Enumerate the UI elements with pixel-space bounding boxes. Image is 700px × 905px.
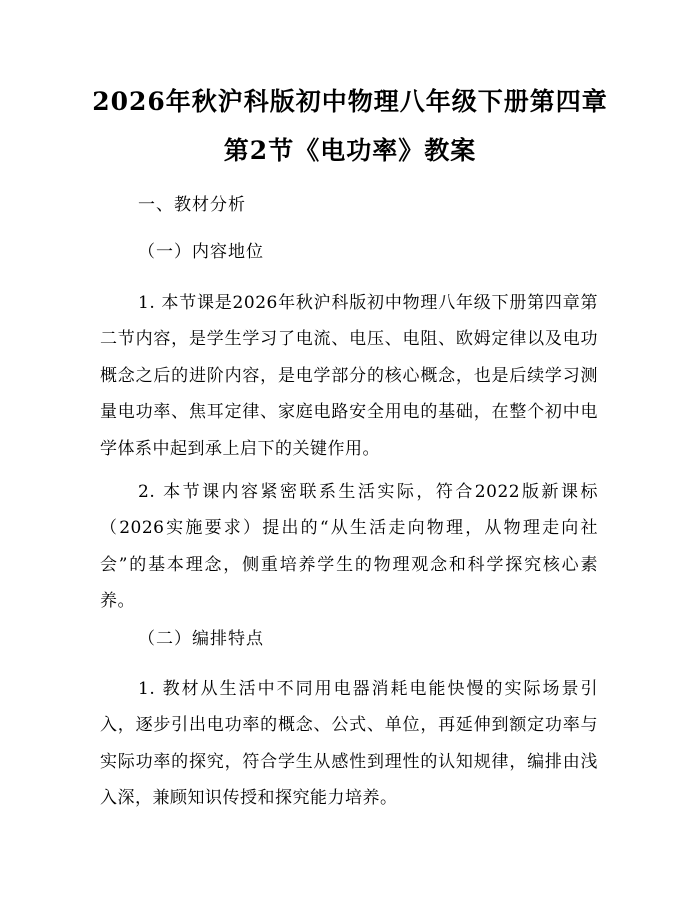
paragraph-content-position-1: 1. 本节课是2026年秋沪科版初中物理八年级下册第四章第二节内容，是学生学习了电流、电压、电阻、欧姆定律以及电功概念之后的进阶内容，是电学部分的核心概念，也是后续学习测量电功率、焦耳定律、家庭电路安全用电的基础，在整个初中电学体系中起到承上启下的关键作用。: [100, 293, 598, 459]
subsection-heading-content-position: （一）内容地位: [138, 242, 264, 262]
document-title-line-2: 第2节《电功率》教案: [223, 136, 477, 165]
section-heading-textbook-analysis: 一、教材分析: [138, 195, 246, 215]
paragraph-content-position-2: 2. 本节课内容紧密联系生活实际，符合2022版新课标（2026实施要求）提出的“从生活走向物理，从物理走向社会”的基本理念，侧重培养学生的物理观念和科学探究核心素养。: [100, 482, 598, 612]
paragraph-arrangement-features-1: 1. 教材从生活中不同用电器消耗电能快慢的实际场景引入，逐步引出电功率的概念、公式、单位，再延伸到额定功率与实际功率的探究，符合学生从感性到理性的认知规律，编排由浅入深，兼顾知识传授和探究能力培养。: [100, 679, 598, 809]
document-title-line-1: 2026年秋沪科版初中物理八年级下册第四章: [92, 87, 608, 116]
subsection-heading-arrangement-features: （二）编排特点: [138, 629, 264, 649]
